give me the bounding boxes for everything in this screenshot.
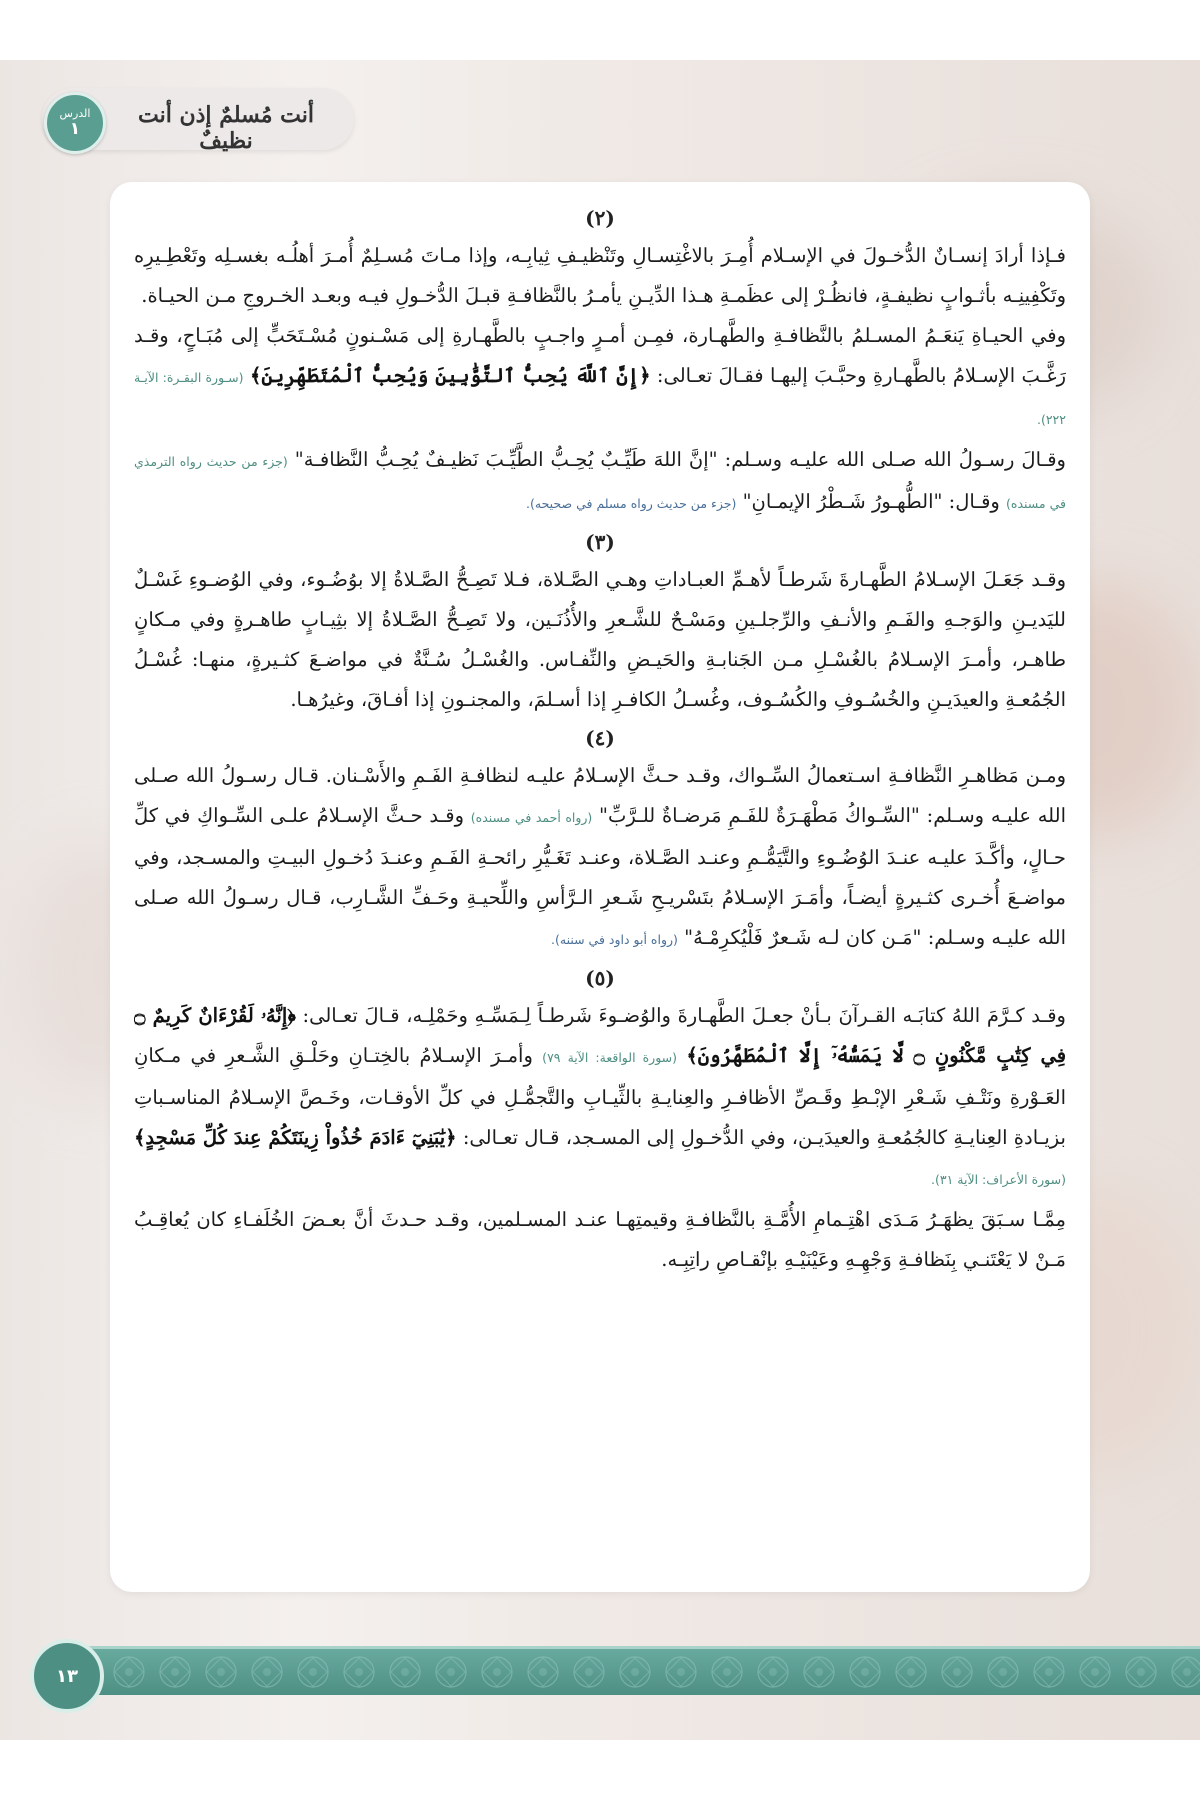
paragraph-text: وقـال: "الطُّهـورُ شَـطْرُ الإيمـانِ": [736, 490, 1007, 513]
citation: (سـورة البقـرة: الآيـة ٢٢٢).: [134, 370, 1066, 427]
paragraph: [134, 440, 1066, 524]
citation: (جزء من حديث رواه الترمذي في مسنده): [134, 454, 1066, 511]
page-number: ١٣: [30, 1639, 104, 1713]
lesson-badge: [44, 92, 106, 154]
citation: (رواه أبو داود في سننه).: [551, 932, 678, 947]
paragraph-text: فـإذا أرادَ إنسـانٌ الدُّخـولَ في الإسـلام أُمِـرَ بالاغْتِسـالِ وتَنْظيـفِ ثِيابِـه، وإذا مـاتَ مُسـلِمٌ أُمـرَ أهلُـه بغسـلِه وتَعْطِـيرِه وتَكْفِينِـه بأثـوابٍ نظيفـةٍ، فانظُـرْ إلى عظَمـةِ هـذا الدِّيـنِ يأمـرُ بالنَّظافـةِ قبـلَ الدُّخـولِ فيـه وبعـد الخـروجِ مـن الحيـاة.: [134, 244, 1066, 307]
paragraph: [134, 560, 1066, 720]
paragraph-text: مِمَّـا سـبَقَ يظهَـرُ مَـدَى اهْتِـمامِ الأُمَّـةِ بالنَّظافـةِ وقيمتِهـا عنـد المسـلمين، وقـد حـدثَ أنَّ بعـضَ الخُلَفـاءِ كان يُعاقِـبُ مَـنْ لا يَعْتَنـي بِنَظافـةِ وَجْهِـهِ وعَيْنَيْـهِ بإنْقـاصِ راتِبِـه.: [134, 1208, 1066, 1271]
quran-verse: ﴿إِنَّهُۥ لَقُرْءَانٌ كَرِيمٌ ۝ فِي كِتَٰبٍ مَّكْنُونٍ ۝ لَّا يَمَسُّهُۥٓ إِلَّا ٱلْمُطَهَّرُونَ﴾: [134, 1004, 1066, 1067]
paragraph-text: وقـد جَعَـلَ الإسـلامُ الطَّهـارةَ شَرطـاً لأهـمِّ العبـاداتِ وهـي الصَّـلاة، فـلا تَصِـحُّ الصَّـلاةُ إلا بوُضُـوء، وفي الوُضـوءِ غَسْـلٌ لليَديـنِ والوَجـهِ والفَـمِ والأنـفِ والرِّجلـينِ ومَسْـحٌ للشَّـعرِ والأُذُنَـين، ولا تَصِـحُّ الصَّـلاةُ إلا بثِيـابٍ طاهـرةٍ وفي مـكانٍ طاهـر، وأمـرَ الإسـلامُ بالغُسْـلِ مـن الجَنابـةِ والحَيـضِ والنِّفـاس. والغُسْـلُ سُـنَّةٌ في مواضـعَ كثـيرةٍ، منهـا: غُسْـلُ الجُمُعـةِ والعيدَيـنِ والخُسُـوفِ والكُسُـوف، وغُسـلُ الكافـرِ إذا أسـلمَ، والمجنـونِ إذا أفـاقَ، وغيرُهـا.: [134, 568, 1066, 711]
paragraph: [134, 236, 1066, 316]
paragraph-text: ومـن مَظاهـرِ النَّظافـةِ اسـتعمالُ السِّـواك، وقـد حـثَّ الإسـلامُ عليـه لنظافـةِ الفَـمِ والأَسْـنان. قـال رسـولُ الله صـلى الله عليـه وسـلم: "السِّـواكُ مَطْهَـرَةٌ للفَـمِ مَرضـاةٌ للـرَّبِّ": [134, 764, 1066, 827]
quran-verse: ﴿يَٰبَنِيٓ ءَادَمَ خُذُواْ زِينَتَكُمْ عِندَ كُلِّ مَسْجِدٍ﴾: [134, 1126, 457, 1149]
section-number: (٤): [585, 726, 615, 750]
paragraph-text: [677, 1044, 686, 1067]
lesson-number: ١: [69, 119, 81, 139]
paragraph: [134, 756, 1066, 960]
section-number: (٢): [585, 206, 615, 230]
citation: (سورة الأعراف: الآية ٣١).: [931, 1172, 1066, 1187]
lesson-title: أنت مُسلمٌ إذن أنت نظيفٌ: [137, 102, 315, 154]
lesson-text: [134, 200, 1066, 1580]
paragraph-text: وقـالَ رسـولُ الله صـلى الله عليـه وسـلم: "إنَّ اللهَ طَيِّـبٌ يُحِـبُّ الطَّيِّـبَ نَظيـفٌ يُحِـبُّ النَّظافـة": [287, 448, 1066, 471]
paragraph-text: وقـد كـرَّمَ اللهُ كتابَـه القـرآنَ بـأنْ جعـلَ الطَّهـارةَ والوُضـوءَ شَرطـاً لِـمَسِّـهِ وحَمْلِـه، قـالَ تعـالى:: [295, 1004, 1066, 1027]
section-number: (٥): [585, 966, 615, 990]
paragraph: [134, 316, 1066, 440]
section-number: (٣): [585, 530, 615, 554]
footer-band: [60, 1646, 1200, 1695]
lesson-label: الدرس: [59, 107, 91, 120]
citation: (سورة الواقعة: الآية ٧٩): [542, 1050, 678, 1065]
citation: (رواه أحمد في مسنده): [470, 810, 593, 825]
paragraph: [134, 1200, 1066, 1280]
footer-pattern: [60, 1649, 1200, 1695]
citation: (جزء من حديث رواه مسلم في صحيحه).: [526, 496, 737, 511]
paragraph-text: وأمـرَ الإسـلامُ بالخِتـانِ وحَلْـقِ الشَّـعرِ في مـكانِ العَـوْرةِ ونَتْـفِ شَـعْرِ الإبْـطِ وقَـصِّ الأظافـرِ والعِنايـةِ بالثِّيـابِ والتَّجمُّـلِ في كلِّ الأوقـات، وخَـصَّ الإسـلامُ المناسـباتِ بزيـادةِ العِنايـةِ كالجُمُعـةِ والعيدَيـن، وفي الدُّخـولِ إلى المسـجد، قـال تعـالى:: [134, 1044, 1066, 1149]
paragraph-text: وقـد حـثَّ الإسـلامُ علـى السِّـواكِ في كلِّ حـالٍ، وأكَّـدَ عليـه عنـدَ الوُضُـوءِ والتَّيَمُّـمِ وعنـد الصَّـلاة، وعنـد تَغَـيُّرِ رائحـةِ الفَـمِ وعنـدَ دُخـولِ البيـتِ والمسـجد، وفي مواضـعَ أُخـرى كثـيرةٍ أيضـاً، وأمَـرَ الإسـلامُ بتَسْريـحِ شَـعرِ الـرَّأسِ واللِّحيـةِ وحَـفِّ الشَّـارِب، قـال رسـولُ الله صـلى الله عليـه وسـلم: "مَـن كان لـه شَـعرٌ فَلْيُكرِمْـهُ": [134, 804, 1066, 949]
quran-verse: ﴿إِنَّ ٱللَّهَ يُحِبُّ ٱلتَّوَّٰبِينَ وَيُحِبُّ ٱلْمُتَطَهِّرِينَ﴾: [249, 364, 651, 387]
paragraph: [134, 996, 1066, 1200]
paragraph-text: وفي الحيـاةِ يَنعَـمُ المسـلمُ بالنَّظافـةِ والطَّهـارة، فمِـن أمـرٍ واجـبٍ بالطَّهـارةِ إلى مَسْـنونٍ مُسْـتَحَبٍّ إلى مُبَـاحٍ، وقـد رَغَّـبَ الإسـلامُ بالطَّهـارةِ وحبَّـبَ إليهـا فقـالَ تعـالى:: [134, 324, 1066, 387]
